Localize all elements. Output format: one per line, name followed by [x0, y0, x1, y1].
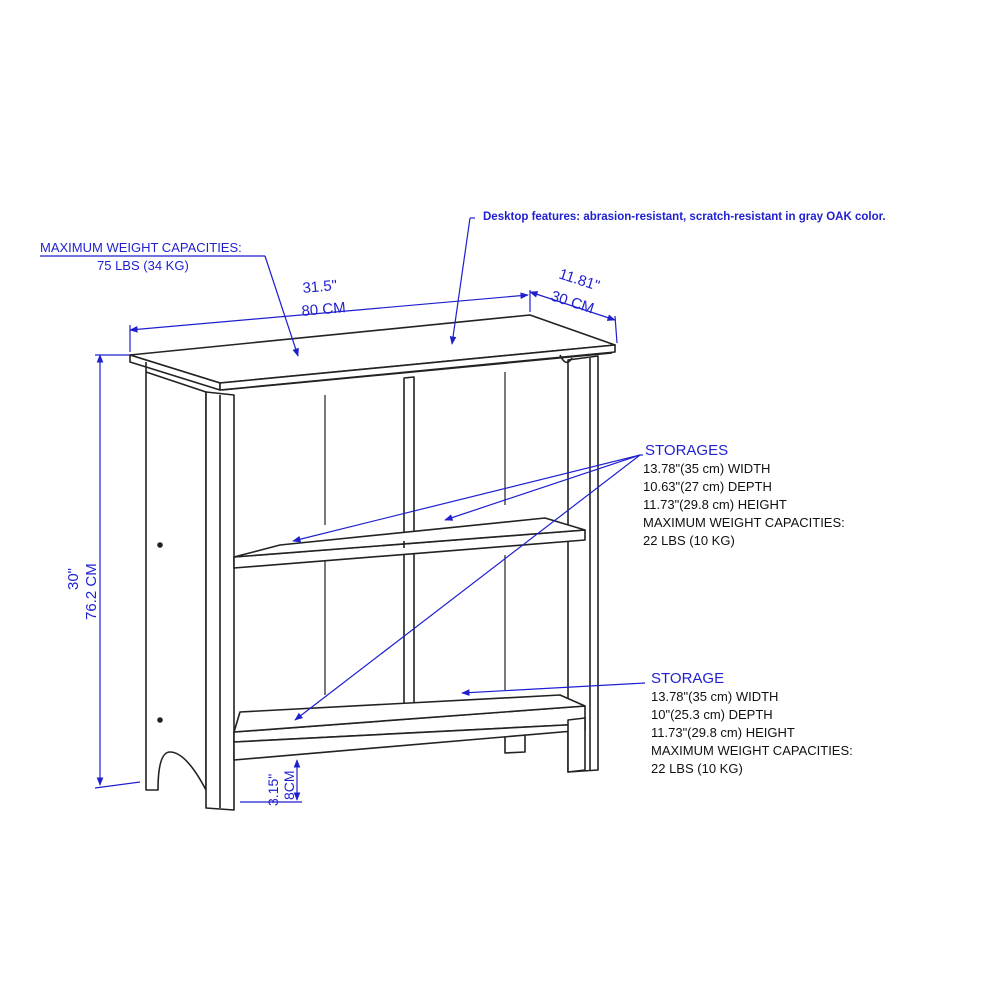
storage-depth: 10"(25.3 cm) DEPTH: [651, 707, 773, 722]
storage-title: STORAGE: [651, 670, 725, 687]
storage-capacity-value: 22 LBS (10 KG): [651, 761, 743, 776]
height-cm-label: 76.2 CM: [83, 563, 100, 620]
height-inches-label: 30": [65, 567, 82, 590]
depth-cm-label: 30 CM: [548, 287, 597, 318]
storages-capacity-value: 22 LBS (10 KG): [643, 533, 735, 548]
storages-height: 11.73"(29.8 cm) HEIGHT: [643, 497, 787, 512]
left-side-panel: [146, 372, 206, 790]
storage-width: 13.78"(35 cm) WIDTH: [651, 689, 779, 704]
bookshelf-drawing: [130, 315, 615, 810]
storages-title: STORAGES: [645, 442, 729, 459]
storages-width: 13.78"(35 cm) WIDTH: [643, 461, 771, 476]
desktop-top: [130, 315, 615, 390]
leg-inches-label: 3.15": [265, 773, 281, 806]
depth-inches-label: 11.81": [556, 265, 602, 295]
storage-height: 11.73"(29.8 cm) HEIGHT: [651, 725, 795, 740]
right-front-leg: [568, 718, 585, 772]
storages-depth: 10.63"(27 cm) DEPTH: [643, 479, 772, 494]
storage-capacity-title: MAXIMUM WEIGHT CAPACITIES:: [651, 743, 853, 758]
top-capacity-title: MAXIMUM WEIGHT CAPACITIES:: [40, 240, 242, 255]
desktop-feature-note: Desktop features: abrasion-resistant, scratch-resistant in gray OAK color.: [483, 211, 886, 223]
width-inches-label: 31.5": [301, 277, 338, 297]
top-capacity-value: 75 LBS (34 KG): [97, 258, 189, 273]
width-cm-label: 80 CM: [300, 299, 347, 320]
storages-capacity-title: MAXIMUM WEIGHT CAPACITIES:: [643, 515, 845, 530]
leg-cm-label: 8CM: [281, 770, 297, 800]
